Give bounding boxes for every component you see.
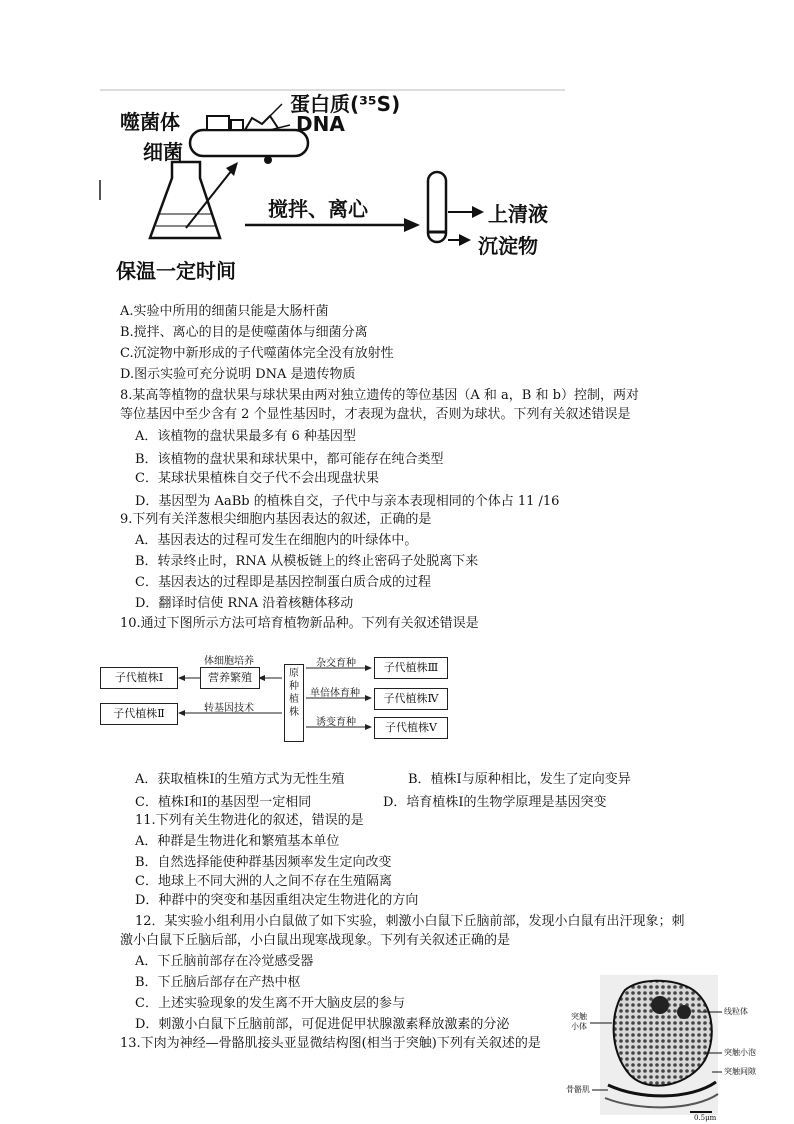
q12-option-c: C．上述实验现象的发生离不开大脑皮层的参与 bbox=[135, 996, 405, 1011]
q10-option-c: C．植株Ⅰ和Ⅰ的基因型一定相同 bbox=[135, 795, 312, 810]
plant5-box: 子代植株Ⅴ bbox=[374, 717, 448, 739]
q8-option-d: D．基因型为 AaBb 的植株自交，子代中与亲本表现相同的个体占 11 /16 bbox=[135, 494, 560, 509]
q10-option-b: B．植株Ⅰ与原种相比，发生了定向变异 bbox=[408, 772, 631, 787]
dna-label: DNA bbox=[296, 112, 345, 136]
hybrid-label: 杂交育种 bbox=[316, 658, 356, 669]
q11-option-c: C．地球上不同大洲的人之间不存在生殖隔离 bbox=[135, 874, 392, 889]
plant1-box: 子代植株Ⅰ bbox=[100, 667, 178, 689]
q13-stem: 13.下肉为神经—骨骼肌接头亚显微结构图(相当于突触)下列有关叙述的是 bbox=[120, 1036, 541, 1051]
protein-label: 蛋白质(³⁵S) bbox=[290, 92, 401, 116]
q9-option-a: A．基因表达的过程可发生在细胞内的叶绿体中。 bbox=[135, 533, 418, 548]
plant2-box: 子代植株Ⅱ bbox=[100, 703, 178, 725]
haploid-label: 单倍体育种 bbox=[310, 688, 360, 699]
q11-stem: 11.下列有关生物进化的叙述，错误的是 bbox=[135, 813, 364, 828]
synaptic-body-label: 突触小体 bbox=[571, 1012, 587, 1031]
q7-option-d: D.图示实验可充分说明 DNA 是遗传物质 bbox=[120, 367, 356, 382]
q9-stem: 9.下列有关洋葱根尖细胞内基因表达的叙述，正确的是 bbox=[120, 512, 432, 527]
q11-option-d: D．种群中的突变和基因重组决定生物进化的方向 bbox=[135, 893, 419, 908]
q8-stem-line2: 等位基因中至少含有 2 个显性基因时，才表现为盘状，否则为球状。下列有关叙述错误是 bbox=[120, 407, 631, 422]
plant3-box: 子代植株Ⅲ bbox=[374, 657, 448, 679]
q12-option-b: B．下丘脑后部存在产热中枢 bbox=[135, 975, 301, 990]
muscle-label: 骨骼肌 bbox=[566, 1085, 590, 1094]
cleft-label: 突触间隙 bbox=[724, 1067, 756, 1076]
q12-option-a: A．下丘脑前部存在冷觉感受器 bbox=[135, 954, 314, 969]
culture-box: 营养繁殖 bbox=[200, 667, 260, 689]
q12-stem-line2: 激小白鼠下丘脑后部，小白鼠出现寒战现象。下列有关叙述正确的是 bbox=[120, 933, 511, 948]
q8-option-c: C．某球状果植株自交子代不会出现盘状果 bbox=[135, 471, 379, 486]
sediment-label: 沉淀物 bbox=[478, 234, 538, 258]
q10-option-a: A．获取植株Ⅰ的生殖方式为无性生殖 bbox=[135, 772, 345, 787]
scale-label: 0.5μm bbox=[694, 1114, 717, 1122]
q7-option-a: A.实验中所用的细菌只能是大肠杆菌 bbox=[120, 304, 329, 319]
q9-option-d: D．翻译时信使 RNA 沿着核糖体移动 bbox=[135, 596, 354, 611]
q12-option-d: D．刺激小白鼠下丘脑前部，可促进促甲状腺激素释放激素的分泌 bbox=[135, 1017, 510, 1032]
mitochondria-label: 线粒体 bbox=[724, 1007, 748, 1016]
plant4-box: 子代植株Ⅳ bbox=[374, 688, 448, 710]
process-label: 搅拌、离心 bbox=[268, 197, 368, 221]
q11-option-a: A．种群是生物进化和繁殖基本单位 bbox=[135, 834, 340, 849]
incubate-label: 保温一定时间 bbox=[116, 259, 236, 283]
q10-stem: 10.通过下图所示方法可培育植物新品种。下列有关叙述错误是 bbox=[120, 616, 479, 631]
bacteria-label: 细菌 bbox=[143, 140, 183, 164]
q12-stem-line1: 12．某实验小组利用小白鼠做了如下实验，刺激小白鼠下丘脑前部，发现小白鼠有出汗现象；刺 bbox=[135, 914, 685, 929]
q7-option-b: B.搅拌、离心的目的是使噬菌体与细菌分离 bbox=[120, 325, 368, 340]
phage-label: 噬菌体 bbox=[120, 110, 180, 134]
q10-option-d: D．培育植株Ⅰ的生物学原理是基因突变 bbox=[383, 795, 607, 810]
origin-box: 原种植株 bbox=[284, 664, 304, 742]
q11-option-b: B．自然选择能使种群基因频率发生定向改变 bbox=[135, 855, 392, 870]
q8-option-b: B．该植物的盘状果和球状果中，都可能存在纯合类型 bbox=[135, 452, 444, 467]
transgenic-label: 转基因技术 bbox=[204, 703, 254, 714]
vesicle-label: 突触小泡 bbox=[724, 1048, 756, 1057]
q8-stem-line1: 8.某高等植物的盘状果与球状果由两对独立遗传的等位基因（A 和 a，B 和 b）控制，两对 bbox=[120, 388, 639, 403]
q9-option-b: B．转录终止时，RNA 从模板链上的终止密码子处脱离下来 bbox=[135, 554, 479, 569]
q8-option-a: A．该植物的盘状果最多有 6 种基因型 bbox=[135, 429, 356, 444]
supernatant-label: 上清液 bbox=[488, 202, 548, 226]
q9-option-c: C．基因表达的过程即是基因控制蛋白质合成的过程 bbox=[135, 575, 431, 590]
culture-label: 体细胞培养 bbox=[204, 656, 254, 667]
mutation-label: 诱变育种 bbox=[316, 717, 356, 728]
q7-option-c: C.沉淀物中新形成的子代噬菌体完全没有放射性 bbox=[120, 346, 394, 361]
